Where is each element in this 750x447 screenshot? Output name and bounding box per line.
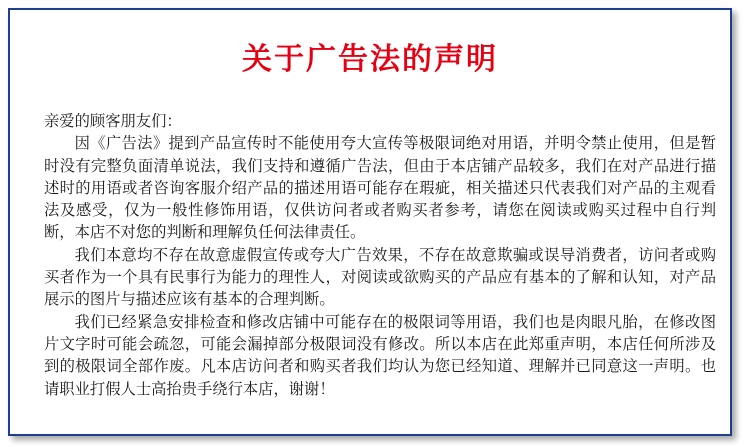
notice-paragraph-2: 我们本意均不存在故意虚假宣传或夸大广告效果，不存在故意欺骗或误导消费者，访问者或购买者作为一个具有民事行为能力的理性人，对阅读或欲购买的产品应有基本的了解和认知，对产品展示的图片与描述应该有基本的合理判断。 — [44, 245, 716, 309]
notice-paragraph-1: 因《广告法》提到产品宣传时不能使用夸大宣传等极限词绝对用语，并明令禁止使用，但是暂时没有完整负面清单说法，我们支持和遵循广告法，但由于本店铺产品较多，我们在对产品进行描述时的用语或者咨询客服介绍产品的描述用语可能存在瑕疵，相关描述只代表我们对产品的主观看法及感受，仅为一般性修饰用语，仅供访问者或者购买者参考，请您在阅读或购买过程中自行判断，本店不对您的判断和理解负任何法律责任。 — [44, 134, 716, 242]
notice-frame — [8, 8, 732, 436]
notice-greeting: 亲爱的顾客朋友们： — [44, 112, 182, 130]
notice-title: 关于广告法的声明 — [242, 42, 498, 77]
notice-content — [44, 110, 716, 400]
notice-paragraph-3: 我们已经紧急安排检查和修改店铺中可能存在的极限词等用语，我们也是肉眼凡胎，在修改图片文字时可能会疏忽，可能会漏掉部分极限词没有修改。所以本店在此郑重声明，本店任何所涉及到的极限词全部作废。凡本店访问者和购买者我们均认为您已经知道、理解并已同意这一声明。也请职业打假人士高抬贵手绕行本店，谢谢！ — [44, 312, 716, 398]
